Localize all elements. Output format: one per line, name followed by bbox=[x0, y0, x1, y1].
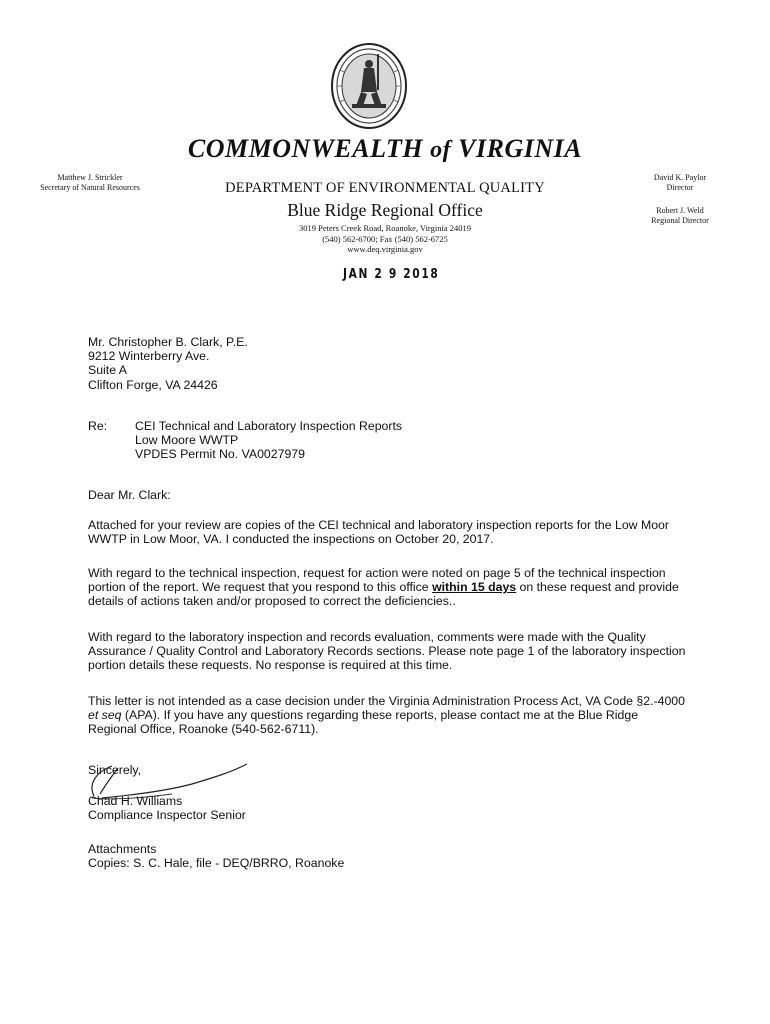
signer-block bbox=[88, 794, 246, 822]
virginia-word: VIRGINIA bbox=[458, 134, 583, 163]
copies-line: Copies: S. C. Hale, file - DEQ/BRRO, Roanoke bbox=[88, 856, 345, 871]
paragraph-2-text: With regard to the technical inspection, request for action were noted on page 5 of the technical inspection portion of the report. We request that you respond to this office bbox=[88, 566, 666, 595]
directors-block bbox=[600, 173, 760, 226]
paragraph-3: With regard to the laboratory inspection and records evaluation, comments were made with the Quality Assurance / Quality Control and Laboratory Records sections. Please note page 1 of the laboratory inspection portion details these requests. No response is required at this time. bbox=[88, 630, 686, 673]
signer-title: Compliance Inspector Senior bbox=[88, 808, 246, 823]
date-stamp: JAN 2 9 2018 bbox=[343, 267, 440, 282]
subject-label: Re: bbox=[88, 419, 108, 433]
signer-name: Chad H. Williams bbox=[88, 794, 183, 808]
paragraph-4 bbox=[88, 694, 688, 737]
secretary-title: Secretary of Natural Resources bbox=[40, 183, 140, 192]
deadline-emphasis: within 15 days bbox=[432, 580, 517, 595]
recipient-suite: Suite A bbox=[88, 363, 127, 378]
attachments-label: Attachments bbox=[88, 842, 157, 856]
paragraph-2 bbox=[88, 566, 688, 609]
office-address: 3019 Peters Creek Road, Roanoke, Virginia 24019 bbox=[299, 223, 471, 233]
subject-line-2: Low Moore WWTP bbox=[135, 433, 239, 448]
director-title: Director bbox=[666, 183, 694, 192]
virginia-state-seal-icon bbox=[330, 40, 408, 130]
office-name: Blue Ridge Regional Office bbox=[287, 200, 483, 220]
paragraph-4-text: This letter is not intended as a case decision under the Virginia Administration Process Act, VA Code §2.-4000 bbox=[88, 694, 685, 708]
letterhead-title bbox=[0, 134, 770, 164]
regional-director-name: Robert J. Weld bbox=[656, 206, 704, 215]
paragraph-1: Attached for your review are copies of the CEI technical and laboratory inspection reports for the Low Moor WWTP in Low Moor, VA. I conducted the inspections on October 20, 2017. bbox=[88, 518, 669, 547]
subject-line-1: CEI Technical and Laboratory Inspection Reports bbox=[135, 419, 403, 433]
paragraph-2-text-end: on these request and provide details of actions taken and/or proposed to correct the deficiencies.. bbox=[88, 580, 679, 609]
secretary-block bbox=[15, 173, 165, 193]
recipient-street: 9212 Winterberry Ave. bbox=[88, 349, 210, 364]
office-phone-fax: (540) 562-6700; Fax (540) 562-6725 bbox=[322, 233, 448, 244]
closing: Sincerely, bbox=[88, 763, 142, 777]
office-website[interactable]: www.deq.virginia.gov bbox=[347, 244, 423, 254]
of-word: of bbox=[430, 137, 452, 163]
et-seq: et seq bbox=[88, 708, 122, 723]
recipient-name: Mr. Christopher B. Clark, P.E. bbox=[88, 335, 248, 349]
regional-director-title: Regional Director bbox=[651, 216, 709, 225]
department-name: DEPARTMENT OF ENVIRONMENTAL QUALITY bbox=[225, 180, 545, 196]
subject-line-3: VPDES Permit No. VA0027979 bbox=[135, 447, 305, 462]
recipient-address bbox=[88, 335, 248, 392]
office-address-block bbox=[165, 223, 605, 255]
secretary-name: Matthew J. Strickler bbox=[57, 173, 123, 182]
recipient-city: Clifton Forge, VA 24426 bbox=[88, 377, 218, 392]
salutation: Dear Mr. Clark: bbox=[88, 488, 171, 502]
commonwealth-word: COMMONWEALTH bbox=[187, 134, 424, 163]
attachments-block bbox=[88, 842, 344, 870]
director-name: David K. Paylor bbox=[653, 173, 707, 182]
paragraph-4-text-end: (APA). If you have any questions regarding these reports, please contact me at the Blue Ridge Regional Office, Roanoke (540-562-6711). bbox=[88, 708, 639, 737]
